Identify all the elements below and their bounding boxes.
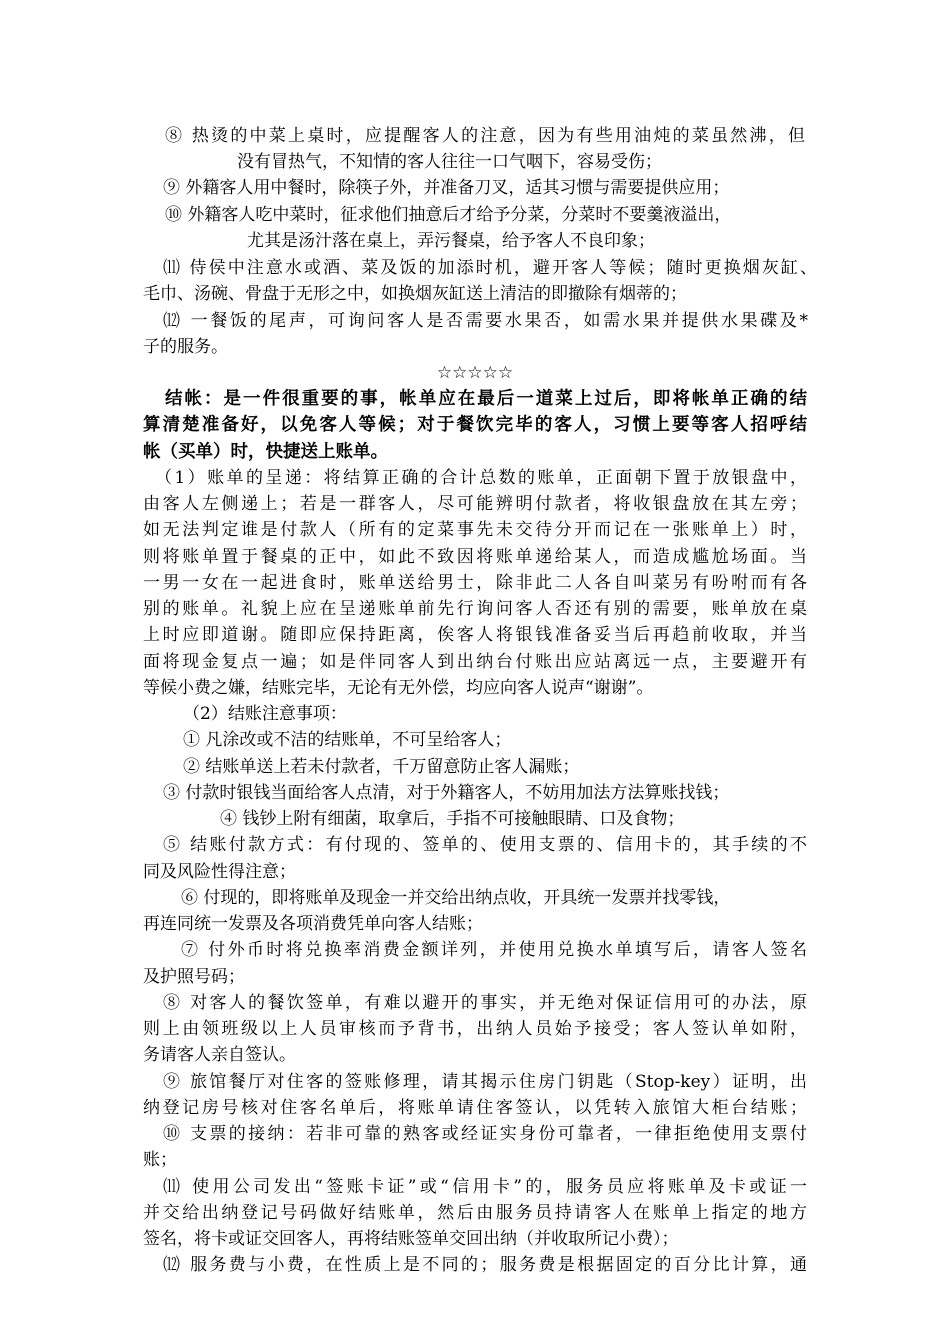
text-line: 面将现金复点一遍；如是伴同客人到出纳台付账出应站离远一点，主要避开有 — [143, 652, 807, 672]
text-line: ⑾ 使用公司发出“签账卡证”或“信用卡”的，服务员应将账单及卡或证一 — [163, 1177, 807, 1197]
text-line: ⑤ 结账付款方式：有付现的、签单的、使用支票的、信用卡的，其手续的不 — [163, 835, 807, 855]
text-line: ⑦ 付外币时将兑换率消费金额详列，并使用兑换水单填写后，请客人签名 — [181, 940, 807, 960]
text-line: ① 凡涂改或不洁的结账单，不可呈给客人； — [183, 730, 512, 750]
text-line: 如无法判定谁是付款人（所有的定菜事先未交待分开而记在一张账单上）时， — [143, 520, 807, 540]
section-divider-stars: ☆☆☆☆☆ — [436, 363, 514, 383]
text-line: ⑩ 支票的接纳：若非可靠的熟客或经证实身份可靠者，一律拒绝使用支票付 — [163, 1124, 807, 1144]
text-line: 上时应即道谢。随即应保持距离，俟客人将银钱准备妥当后再趋前收取，并当 — [143, 625, 807, 645]
text-line: 及护照号码； — [143, 967, 245, 987]
text-line: 则将账单置于餐桌的正中，如此不致因将账单递给某人，而造成尴尬场面。当 — [143, 547, 807, 567]
text-line: （1）账单的呈递：将结算正确的合计总数的账单，正面朝下置于放银盘中， — [155, 468, 807, 488]
text-line: ⑨ 外籍客人用中餐时，除筷子外，并准备刀叉，适其习惯与需要提供应用； — [163, 178, 730, 198]
text-line: 务请客人亲自签认。 — [143, 1045, 296, 1065]
text-line: ⑧ 对客人的餐饮签单，有难以避开的事实，并无绝对保证信用可的办法，原 — [163, 993, 807, 1013]
text-line: 则上由领班级以上人员审核而予背书，出纳人员始予接受；客人签认单如附， — [143, 1019, 807, 1039]
text-line: 再连同统一发票及各项消费凭单向客人结账； — [143, 914, 483, 934]
text-line: ② 结账单送上若未付款者，千万留意防止客人漏账； — [183, 757, 580, 777]
text-line: 等候小费之嫌，结账完毕，无论有无外偿，均应向客人说声“谢谢”。 — [143, 678, 654, 698]
text-line: 别的账单。礼貌上应在呈递账单前先行询问客人否还有别的需要，账单放在桌 — [143, 599, 807, 619]
text-line: ⑿ 一餐饭的尾声，可询问客人是否需要水果否，如需水果并提供水果碟及* — [163, 311, 808, 331]
text-line: 一男一女在一起进食时，账单送给男士，除非此二人各自叫菜另有吩咐而有各 — [143, 573, 807, 593]
text-line: ⑧ 热烫的中菜上桌时，应提醒客人的注意，因为有些用油炖的菜虽然沸，但 — [165, 126, 805, 146]
text-line: ⑩ 外籍客人吃中菜时，征求他们抽意后才给予分菜，分菜时不要羹液溢出， — [165, 205, 732, 225]
text-line: 由客人左侧递上；若是一群客人，尽可能辨明付款者，将收银盘放在其左旁； — [143, 494, 807, 514]
text-line: 同及风险性得注意； — [143, 862, 296, 882]
text-line: ③ 付款时银钱当面给客人点清，对于外籍客人，不妨用加法方法算账找钱； — [163, 783, 730, 803]
text-line: 签名，将卡或证交回客人，再将结账签单交回出纳（并收取所记小费）； — [143, 1229, 679, 1249]
text-line: 结帐：是一件很重要的事，帐单应在最后一道菜上过后，即将帐单正确的结 — [165, 389, 807, 409]
text-line: ⑨ 旅馆餐厅对住客的签账修理，请其揭示住房门钥匙（Stop-key）证明，出 — [163, 1072, 807, 1092]
text-line: 尤其是汤汁落在桌上，弄污餐桌，给予客人不良印象； — [247, 231, 655, 251]
text-line: （2）结账注意事项： — [183, 704, 347, 724]
text-line: 账； — [143, 1150, 177, 1170]
text-line: 子的服务。 — [143, 337, 228, 357]
text-line: ⑥ 付现的，即将账单及现金一并交给出纳点收，开具统一发票并找零钱， — [181, 888, 731, 908]
text-line: 并交给出纳登记号码做好结账单，然后由服务员持请客人在账单上指定的地方 — [143, 1203, 807, 1223]
text-line: 没有冒热气，不知情的客人往往一口气咽下，容易受伤； — [237, 152, 662, 172]
text-line: ④ 钱钞上附有细菌，取拿后，手指不可接触眼睛、口及食物； — [220, 809, 685, 829]
text-line: 毛巾、汤碗、骨盘于无形之中，如换烟灰缸送上清洁的即撤除有烟蒂的； — [143, 284, 687, 304]
text-line: 帐（买单）时，快捷送上账单。 — [143, 442, 388, 462]
text-line: ⑾ 侍侯中注意水或酒、菜及饭的加添时机，避开客人等候；随时更换烟灰缸、 — [163, 258, 817, 278]
text-line: 纳登记房号核对住客名单后，将账单请住客签认，以凭转入旅馆大柜台结账； — [143, 1098, 807, 1118]
text-line: 算清楚准备好，以免客人等候；对于餐饮完毕的客人，习惯上要等客人招呼结 — [143, 415, 807, 435]
text-line: ⑿ 服务费与小费，在性质上是不同的；服务费是根据固定的百分比计算，通 — [163, 1255, 807, 1275]
